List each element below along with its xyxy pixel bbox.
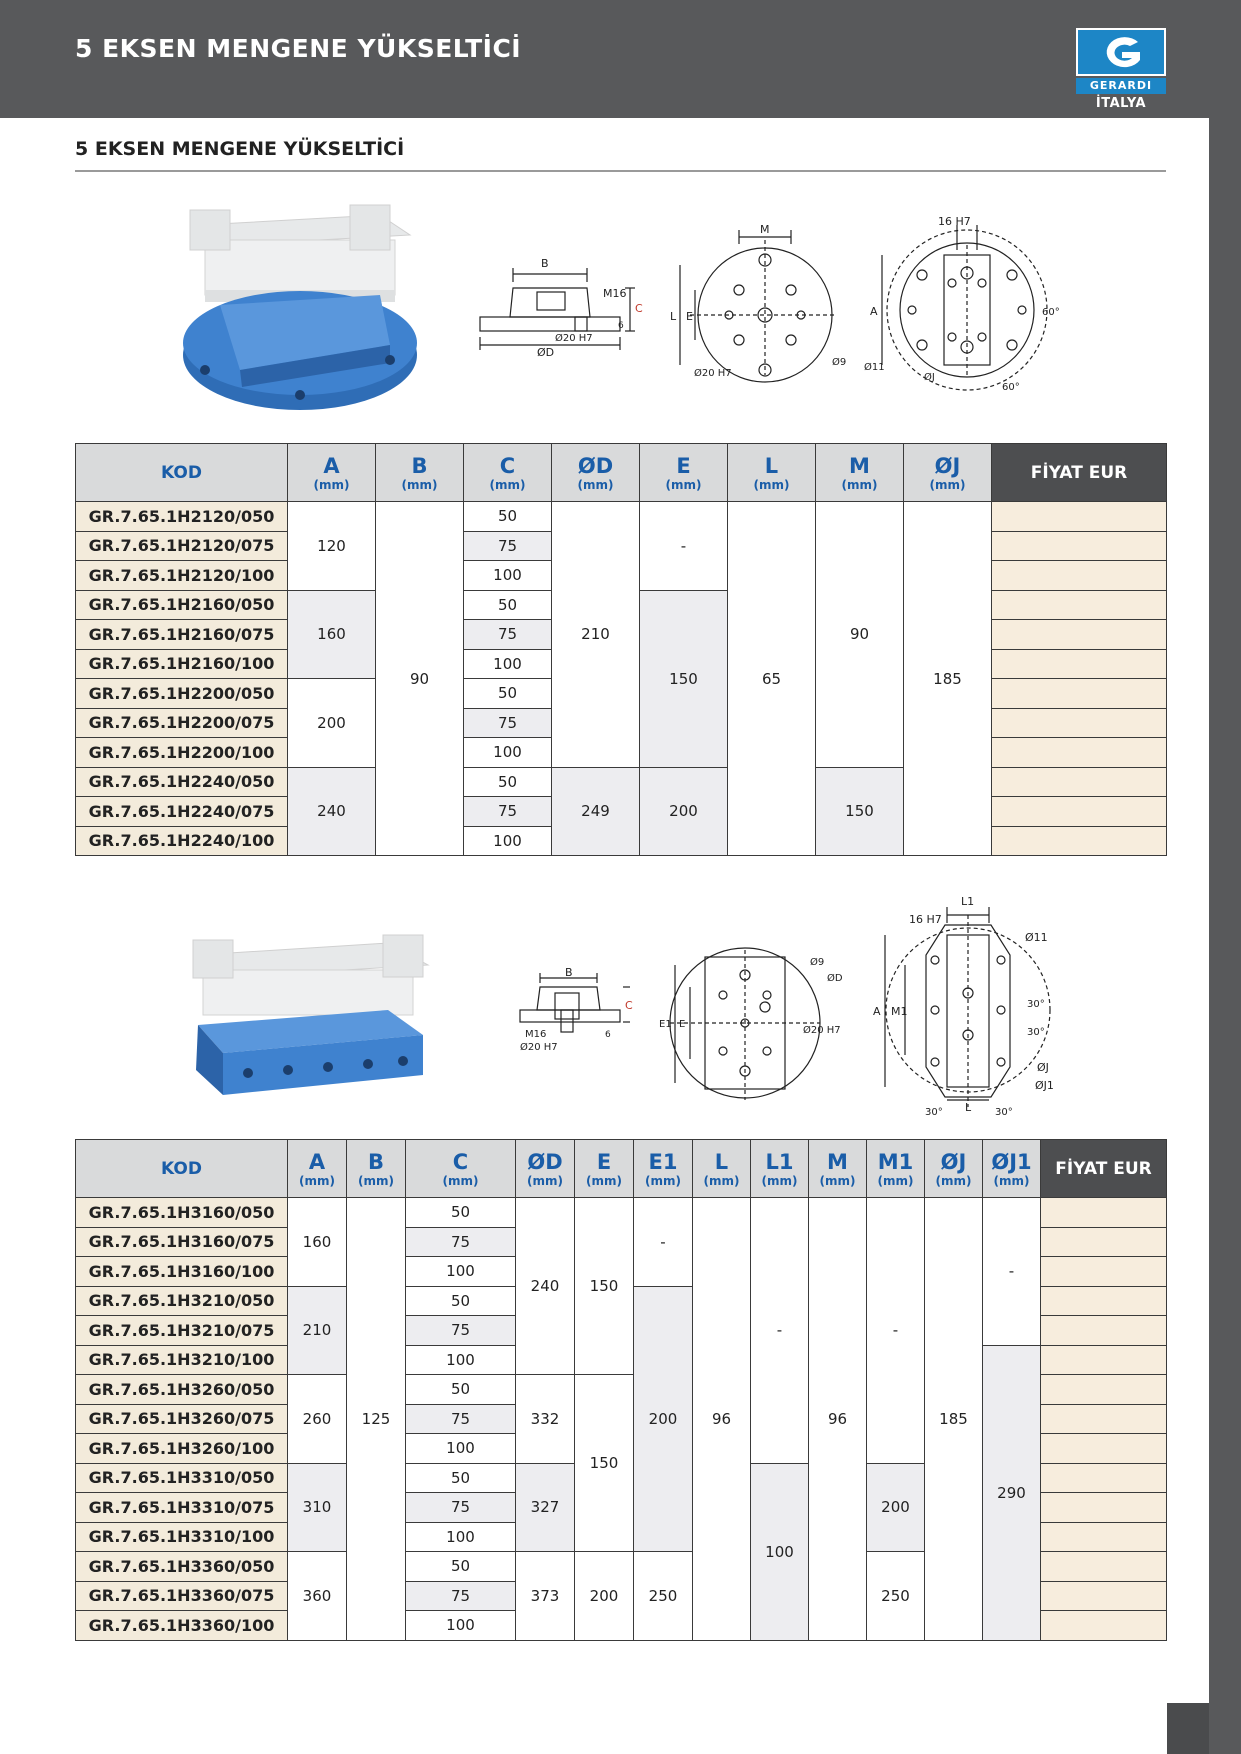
dimension-cell: 150 bbox=[575, 1375, 634, 1552]
product-code-cell: GR.7.65.1H2200/100 bbox=[76, 738, 288, 768]
price-cell bbox=[992, 708, 1167, 738]
dimension-cell: 150 bbox=[575, 1198, 634, 1375]
col-header-a: A (mm) bbox=[288, 1140, 347, 1198]
dim-label: M16 bbox=[525, 1029, 547, 1040]
product-code-cell: GR.7.65.1H2120/075 bbox=[76, 531, 288, 561]
table-row bbox=[76, 1198, 1167, 1228]
dimension-cell: 96 bbox=[809, 1198, 867, 1641]
dimension-cell: 240 bbox=[516, 1198, 575, 1375]
dim-label: L bbox=[670, 310, 677, 323]
price-cell bbox=[1041, 1611, 1167, 1641]
dimension-cell: 75 bbox=[406, 1404, 516, 1434]
dimension-cell: 332 bbox=[516, 1375, 575, 1464]
dim-label: ØJ bbox=[1037, 1061, 1049, 1074]
dim-label: 16 H7 bbox=[909, 913, 942, 926]
dimension-cell: 125 bbox=[347, 1198, 406, 1641]
table-header-row bbox=[76, 444, 1167, 502]
price-cell bbox=[992, 826, 1167, 856]
dim-label: 30° bbox=[995, 1107, 1013, 1118]
dimension-cell: 150 bbox=[816, 767, 904, 856]
table-header-row bbox=[76, 1140, 1167, 1198]
product-code-cell: GR.7.65.1H3260/050 bbox=[76, 1375, 288, 1405]
col-header-c: C (mm) bbox=[406, 1140, 516, 1198]
price-cell bbox=[1041, 1522, 1167, 1552]
dimension-cell: 50 bbox=[406, 1375, 516, 1405]
dimension-cell: 50 bbox=[406, 1286, 516, 1316]
price-cell bbox=[1041, 1581, 1167, 1611]
dimension-cell: 90 bbox=[816, 502, 904, 768]
dimension-cell: 185 bbox=[904, 502, 992, 856]
dim-label: Ø20 H7 bbox=[555, 333, 593, 344]
col-header-m: M (mm) bbox=[816, 444, 904, 502]
logo-country: İTALYA bbox=[1095, 96, 1147, 111]
dimension-cell: 160 bbox=[288, 590, 376, 679]
dimension-cell: 150 bbox=[640, 590, 728, 767]
col-header-d: ØD (mm) bbox=[552, 444, 640, 502]
dimension-cell: 200 bbox=[288, 679, 376, 768]
product-code-cell: GR.7.65.1H2240/075 bbox=[76, 797, 288, 827]
dimension-cell: 160 bbox=[288, 1198, 347, 1287]
brand-logo bbox=[1076, 28, 1166, 111]
dim-label: C bbox=[625, 999, 633, 1012]
dim-label: ØJ bbox=[924, 372, 935, 383]
dimension-cell: 210 bbox=[288, 1286, 347, 1375]
dimension-cell: 50 bbox=[464, 590, 552, 620]
dimension-cell: 100 bbox=[464, 738, 552, 768]
dimension-cell: 96 bbox=[693, 1198, 751, 1641]
product-code-cell: GR.7.65.1H2200/050 bbox=[76, 679, 288, 709]
price-cell bbox=[1041, 1345, 1167, 1375]
dim-label: B bbox=[565, 966, 573, 979]
product-code-cell: GR.7.65.1H2160/100 bbox=[76, 649, 288, 679]
dimension-cell: 327 bbox=[516, 1463, 575, 1552]
product-code-cell: GR.7.65.1H3210/050 bbox=[76, 1286, 288, 1316]
dimension-cell: 75 bbox=[406, 1493, 516, 1523]
dimension-cell: 50 bbox=[406, 1198, 516, 1228]
col-header-b: B (mm) bbox=[376, 444, 464, 502]
dimension-cell: 373 bbox=[516, 1552, 575, 1641]
side-bar bbox=[1209, 118, 1241, 1754]
col-header-b: B (mm) bbox=[347, 1140, 406, 1198]
product-code-cell: GR.7.65.1H3160/075 bbox=[76, 1227, 288, 1257]
dimension-cell: 185 bbox=[925, 1198, 983, 1641]
dimension-cell: 75 bbox=[464, 797, 552, 827]
dim-label: A bbox=[873, 1005, 881, 1018]
product-code-cell: GR.7.65.1H3160/050 bbox=[76, 1198, 288, 1228]
top-view-diagram-2 bbox=[655, 945, 855, 1105]
dimension-cell: - bbox=[867, 1198, 925, 1464]
col-header-m1: M1 (mm) bbox=[867, 1140, 925, 1198]
dim-label: E bbox=[686, 310, 693, 323]
col-header-e1: E1 (mm) bbox=[634, 1140, 693, 1198]
col-header-kod: KOD bbox=[76, 444, 288, 502]
product-code-cell: GR.7.65.1H2120/050 bbox=[76, 502, 288, 532]
section-divider bbox=[75, 170, 1166, 172]
product-code-cell: GR.7.65.1H2160/050 bbox=[76, 590, 288, 620]
dim-label: Ø20 H7 bbox=[694, 368, 732, 379]
side-view-diagram-2 bbox=[515, 965, 635, 1055]
price-cell bbox=[1041, 1257, 1167, 1287]
col-header-d: ØD (mm) bbox=[516, 1140, 575, 1198]
dimension-cell: 240 bbox=[288, 767, 376, 856]
col-header-j: ØJ (mm) bbox=[904, 444, 992, 502]
dim-label: 16 H7 bbox=[938, 215, 971, 228]
col-header-j: ØJ (mm) bbox=[925, 1140, 983, 1198]
dimension-cell: 200 bbox=[640, 767, 728, 856]
col-header-a: A (mm) bbox=[288, 444, 376, 502]
product-code-cell: GR.7.65.1H3160/100 bbox=[76, 1257, 288, 1287]
vise-ghost-image bbox=[190, 205, 410, 302]
side-view-diagram-1 bbox=[475, 250, 645, 360]
dim-label: Ø20 H7 bbox=[520, 1042, 558, 1053]
price-cell bbox=[1041, 1227, 1167, 1257]
col-header-m: M (mm) bbox=[809, 1140, 867, 1198]
vise-ghost-image bbox=[193, 935, 428, 1015]
product-code-cell: GR.7.65.1H3310/075 bbox=[76, 1493, 288, 1523]
dimension-cell: 50 bbox=[464, 767, 552, 797]
price-cell bbox=[1041, 1316, 1167, 1346]
price-cell bbox=[992, 502, 1167, 532]
dimension-cell: 100 bbox=[406, 1257, 516, 1287]
plan-view-diagram-2 bbox=[865, 895, 1065, 1120]
price-cell bbox=[1041, 1198, 1167, 1228]
col-header-l: L (mm) bbox=[728, 444, 816, 502]
spec-table-round bbox=[75, 443, 1167, 856]
header-title: 5 EKSEN MENGENE YÜKSELTİCİ bbox=[75, 34, 522, 63]
dimension-cell: 100 bbox=[464, 561, 552, 591]
plan-view-diagram-1 bbox=[862, 215, 1062, 395]
dimension-cell: 120 bbox=[288, 502, 376, 591]
dimension-cell: 310 bbox=[288, 1463, 347, 1552]
dimension-cell: 65 bbox=[728, 502, 816, 856]
dimension-cell: 250 bbox=[634, 1552, 693, 1641]
product-code-cell: GR.7.65.1H3210/100 bbox=[76, 1345, 288, 1375]
dimension-cell: - bbox=[640, 502, 728, 591]
col-header-c: C (mm) bbox=[464, 444, 552, 502]
product-code-cell: GR.7.65.1H2240/050 bbox=[76, 767, 288, 797]
dimension-cell: 50 bbox=[406, 1463, 516, 1493]
corner-block bbox=[1167, 1703, 1209, 1754]
dim-label: C bbox=[635, 302, 643, 315]
product-code-cell: GR.7.65.1H2200/075 bbox=[76, 708, 288, 738]
dimension-cell: 90 bbox=[376, 502, 464, 856]
dimension-cell: 200 bbox=[575, 1552, 634, 1641]
product-code-cell: GR.7.65.1H3360/050 bbox=[76, 1552, 288, 1582]
price-cell bbox=[992, 590, 1167, 620]
price-cell bbox=[992, 679, 1167, 709]
dimension-cell: 100 bbox=[406, 1434, 516, 1464]
dim-label: A bbox=[870, 305, 878, 318]
dim-label: Ø11 bbox=[864, 362, 885, 373]
dimension-cell: 249 bbox=[552, 767, 640, 856]
price-cell bbox=[1041, 1286, 1167, 1316]
dim-label: 30° bbox=[925, 1107, 943, 1118]
price-cell bbox=[992, 531, 1167, 561]
dim-label: Ø9 bbox=[810, 957, 825, 968]
dim-label: Ø9 bbox=[832, 357, 847, 368]
price-cell bbox=[992, 620, 1167, 650]
col-header-kod: KOD bbox=[76, 1140, 288, 1198]
dim-label: ØD bbox=[537, 346, 555, 359]
table-row bbox=[76, 767, 1167, 797]
dim-label: ØD bbox=[827, 973, 843, 984]
riser-rect-photo bbox=[188, 925, 438, 1100]
product-code-cell: GR.7.65.1H3310/050 bbox=[76, 1463, 288, 1493]
product-code-cell: GR.7.65.1H2160/075 bbox=[76, 620, 288, 650]
dim-label: M bbox=[760, 223, 770, 236]
product-code-cell: GR.7.65.1H3260/075 bbox=[76, 1404, 288, 1434]
col-header-l: L (mm) bbox=[693, 1140, 751, 1198]
price-cell bbox=[992, 649, 1167, 679]
dim-label: ØJ1 bbox=[1035, 1079, 1054, 1092]
col-header-j1: ØJ1 (mm) bbox=[983, 1140, 1041, 1198]
price-cell bbox=[992, 797, 1167, 827]
col-header-e: E (mm) bbox=[640, 444, 728, 502]
price-cell bbox=[1041, 1552, 1167, 1582]
product-code-cell: GR.7.65.1H3260/100 bbox=[76, 1434, 288, 1464]
dimension-cell: 50 bbox=[464, 502, 552, 532]
dim-label: 6 bbox=[618, 321, 624, 331]
dim-label: 30° bbox=[1027, 1027, 1045, 1038]
dim-label: E bbox=[679, 1019, 686, 1030]
product-code-cell: GR.7.65.1H3360/075 bbox=[76, 1581, 288, 1611]
dimension-cell: 100 bbox=[464, 826, 552, 856]
price-cell bbox=[1041, 1404, 1167, 1434]
col-header-e: E (mm) bbox=[575, 1140, 634, 1198]
dimension-cell: 100 bbox=[406, 1611, 516, 1641]
dimension-cell: 260 bbox=[288, 1375, 347, 1464]
logo-mark bbox=[1076, 28, 1166, 76]
dim-label: E1 bbox=[659, 1019, 672, 1030]
price-cell bbox=[1041, 1375, 1167, 1405]
dimension-cell: 50 bbox=[464, 679, 552, 709]
dimension-cell: 290 bbox=[983, 1345, 1041, 1640]
price-cell bbox=[1041, 1463, 1167, 1493]
product-code-cell: GR.7.65.1H3310/100 bbox=[76, 1522, 288, 1552]
table-row bbox=[76, 502, 1167, 532]
dimension-cell: 200 bbox=[634, 1286, 693, 1552]
price-cell bbox=[1041, 1434, 1167, 1464]
dimension-cell: 75 bbox=[464, 531, 552, 561]
dim-label: B bbox=[541, 257, 549, 270]
spec-table-rect bbox=[75, 1139, 1167, 1641]
dim-label: 60° bbox=[1042, 307, 1060, 318]
dimension-cell: 50 bbox=[406, 1552, 516, 1582]
dimension-cell: - bbox=[634, 1198, 693, 1287]
col-header-l1: L1 (mm) bbox=[751, 1140, 809, 1198]
dimension-cell: 250 bbox=[867, 1552, 925, 1641]
dimension-cell: 75 bbox=[406, 1581, 516, 1611]
dimension-cell: 210 bbox=[552, 502, 640, 768]
dimension-cell: 75 bbox=[464, 620, 552, 650]
col-header-price: FİYAT EUR bbox=[1041, 1140, 1167, 1198]
dim-label: M16 bbox=[603, 287, 627, 300]
product-code-cell: GR.7.65.1H3210/075 bbox=[76, 1316, 288, 1346]
dim-label: Ø20 H7 bbox=[803, 1025, 841, 1036]
price-cell bbox=[992, 561, 1167, 591]
g-letter-icon bbox=[1078, 30, 1164, 74]
dim-label: 30° bbox=[1027, 999, 1045, 1010]
section-title: 5 EKSEN MENGENE YÜKSELTİCİ bbox=[75, 138, 405, 160]
dim-label: L1 bbox=[961, 895, 975, 908]
dimension-cell: - bbox=[983, 1198, 1041, 1346]
logo-brand: GERARDI bbox=[1076, 78, 1166, 94]
price-cell bbox=[1041, 1493, 1167, 1523]
dimension-cell: 100 bbox=[406, 1345, 516, 1375]
dimension-cell: 100 bbox=[406, 1522, 516, 1552]
dim-label: 6 bbox=[605, 1030, 611, 1040]
dimension-cell: 75 bbox=[406, 1227, 516, 1257]
dim-label: L bbox=[965, 1101, 972, 1114]
price-cell bbox=[992, 738, 1167, 768]
dimension-cell: 200 bbox=[867, 1463, 925, 1552]
dim-label: M1 bbox=[891, 1005, 908, 1018]
dimension-cell: 100 bbox=[751, 1463, 809, 1640]
price-cell bbox=[992, 767, 1167, 797]
dimension-cell: 75 bbox=[406, 1316, 516, 1346]
col-header-price: FİYAT EUR bbox=[992, 444, 1167, 502]
dimension-cell: - bbox=[751, 1198, 809, 1464]
dimension-cell: 360 bbox=[288, 1552, 347, 1641]
dim-label: Ø11 bbox=[1025, 931, 1048, 944]
product-code-cell: GR.7.65.1H2120/100 bbox=[76, 561, 288, 591]
riser-round-photo bbox=[180, 195, 430, 430]
product-code-cell: GR.7.65.1H3360/100 bbox=[76, 1611, 288, 1641]
top-view-diagram-1 bbox=[660, 220, 847, 380]
dim-label: 60° bbox=[1002, 382, 1020, 393]
dimension-cell: 75 bbox=[464, 708, 552, 738]
product-code-cell: GR.7.65.1H2240/100 bbox=[76, 826, 288, 856]
dimension-cell: 100 bbox=[464, 649, 552, 679]
